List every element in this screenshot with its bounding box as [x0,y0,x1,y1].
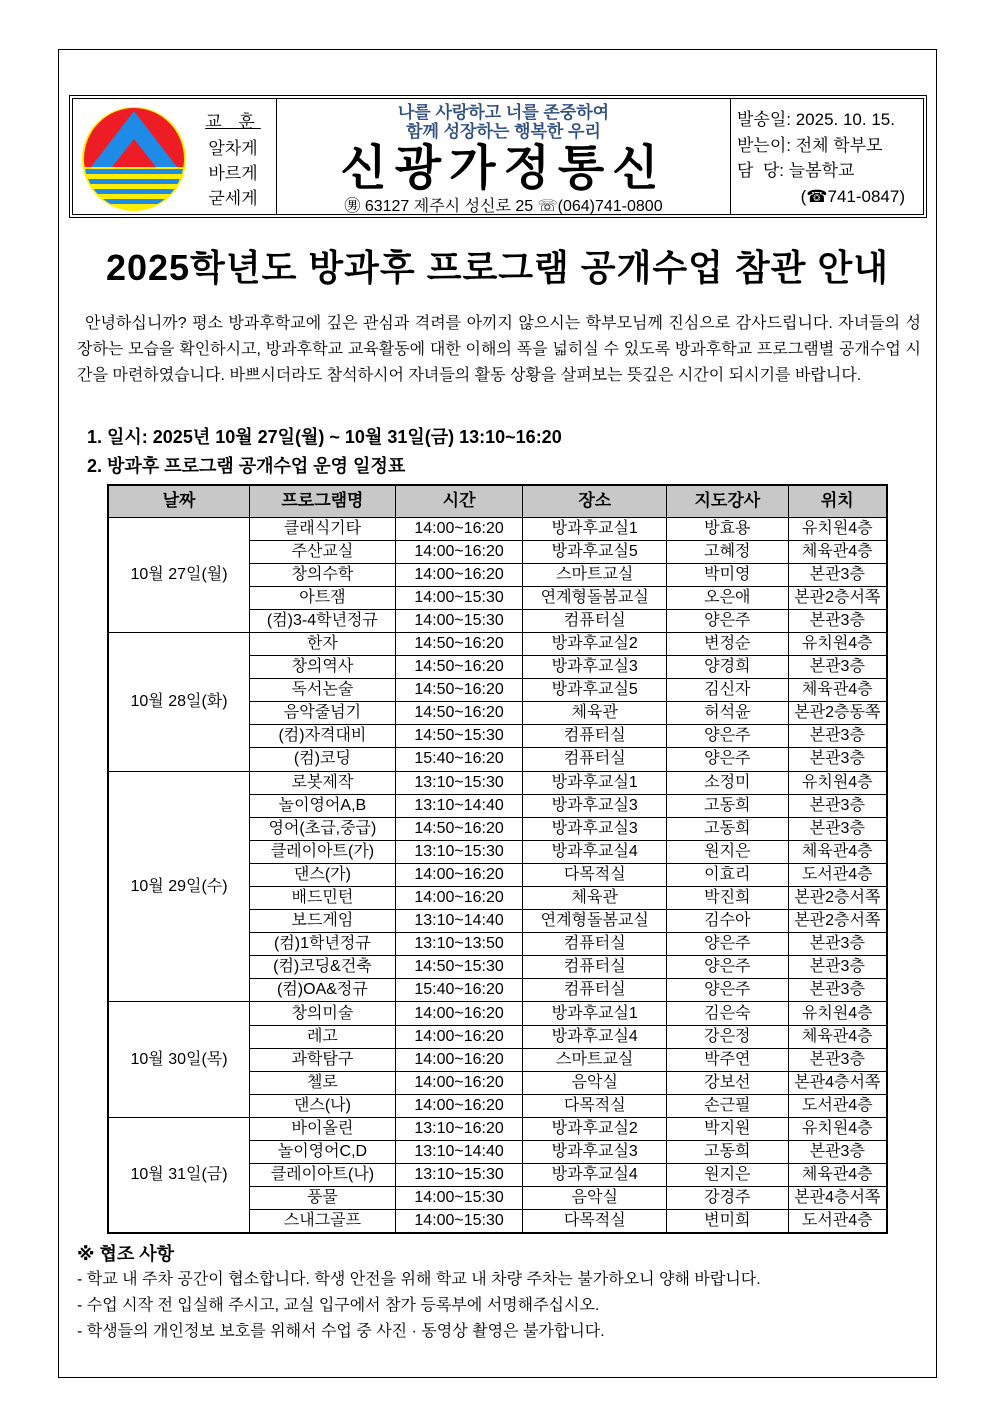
time-cell: 13:10~15:30 [395,1164,523,1187]
location-cell: 본관3층 [788,1141,887,1164]
location-cell: 본관3층 [788,609,887,632]
program-cell: 아트잼 [250,586,396,609]
contact-tel: (☎741-0847) [800,186,905,206]
time-cell: 14:50~16:20 [395,817,523,840]
motto-item: 알차게 [208,139,258,158]
table-header-row [108,485,887,517]
time-cell: 13:10~14:40 [395,794,523,817]
place-cell: 방과후교실2 [523,1117,667,1140]
instructor-cell: 양은주 [667,748,788,771]
letterhead-center [277,99,731,214]
slogan-line: 함께 성장하는 행복한 우리 [406,122,601,141]
instructor-cell: 김신자 [667,679,788,702]
place-cell: 방과후교실2 [523,632,667,655]
place-cell: 컴퓨터실 [523,725,667,748]
place-cell: 방과후교실5 [523,540,667,563]
slogan [277,103,730,141]
location-cell: 본관3층 [788,748,887,771]
school-address: ㊚ 63127 제주시 성신로 25 ☏(064)741-0800 [344,198,663,215]
instructor-cell: 박미영 [667,563,788,586]
time-cell: 14:50~16:20 [395,702,523,725]
place-cell: 음악실 [523,1071,667,1094]
place-cell: 컴퓨터실 [523,979,667,1002]
time-cell: 14:50~16:20 [395,656,523,679]
time-cell: 14:00~15:30 [395,1187,523,1210]
location-cell: 도서관4층 [788,1210,887,1233]
recipient: 받는이: 전체 학부모 [737,135,883,155]
location-cell: 본관3층 [788,956,887,979]
instructor-cell: 양은주 [667,979,788,1002]
instructor-cell: 오은애 [667,586,788,609]
place-cell: 체육관 [523,887,667,910]
place-cell: 스마트교실 [523,563,667,586]
program-cell: 첼로 [250,1071,396,1094]
place-cell: 음악실 [523,1187,667,1210]
place-cell: 방과후교실1 [523,1002,667,1025]
location-cell: 유치원4층 [788,1002,887,1025]
place-cell: 방과후교실4 [523,840,667,863]
motto-item: 굳세게 [208,189,258,208]
place-cell: 체육관 [523,702,667,725]
program-cell: 바이올린 [250,1117,396,1140]
instructor-cell: 손근필 [667,1094,788,1117]
program-cell: 한자 [250,632,396,655]
location-cell: 유치원4층 [788,632,887,655]
program-cell: 클레이아트(가) [250,840,396,863]
instructor-cell: 고동희 [667,817,788,840]
date-cell: 10월 31일(금) [108,1117,250,1232]
program-cell: 주산교실 [250,540,396,563]
table-row [108,771,887,794]
notes-title: ※ 협조 사항 [77,1244,175,1264]
program-cell: 스내그골프 [250,1210,396,1233]
program-cell: (컴)자격대비 [250,725,396,748]
time-cell: 14:00~16:20 [395,540,523,563]
program-cell: 창의역사 [250,656,396,679]
instructor-cell: 양은주 [667,933,788,956]
instructor-cell: 강경주 [667,1187,788,1210]
contact: 담 당: 늘봄학교 [737,161,855,180]
date-cell: 10월 29일(수) [108,771,250,1002]
location-cell: 본관4층서쪽 [788,1071,887,1094]
instructor-cell: 강은정 [667,1025,788,1048]
location-cell: 본관3층 [788,1048,887,1071]
time-cell: 14:00~15:30 [395,609,523,632]
instructor-cell: 박주연 [667,1048,788,1071]
location-cell: 체육관4층 [788,1025,887,1048]
note-item: - 수업 시작 전 입실해 주시고, 교실 입구에서 참가 등록부에 서명해주십시오. [77,1297,600,1314]
location-cell: 본관3층 [788,979,887,1002]
time-cell: 14:00~15:30 [395,1210,523,1233]
time-cell: 14:50~16:20 [395,632,523,655]
program-cell: 클레이아트(나) [250,1164,396,1187]
program-cell: 놀이영어C,D [250,1141,396,1164]
location-cell: 체육관4층 [788,679,887,702]
location-cell: 본관3층 [788,656,887,679]
instructor-cell: 원지은 [667,840,788,863]
instructor-cell: 방효용 [667,517,788,540]
section-schedule: 2. 방과후 프로그램 공개수업 운영 일정표 [87,456,406,476]
time-cell: 13:10~14:40 [395,1141,523,1164]
instructor-cell: 허석윤 [667,702,788,725]
location-cell: 도서관4층 [788,863,887,886]
time-cell: 14:00~16:20 [395,1048,523,1071]
instructor-cell: 이효리 [667,863,788,886]
instructor-cell: 고동희 [667,1141,788,1164]
time-cell: 14:00~16:20 [395,1094,523,1117]
instructor-cell: 박진희 [667,887,788,910]
location-cell: 본관3층 [788,563,887,586]
instructor-cell: 양경희 [667,656,788,679]
location-cell: 유치원4층 [788,1117,887,1140]
column-header: 프로그램명 [250,485,396,517]
location-cell: 본관3층 [788,725,887,748]
place-cell: 방과후교실3 [523,656,667,679]
location-cell: 유치원4층 [788,771,887,794]
place-cell: 컴퓨터실 [523,748,667,771]
time-cell: 14:50~16:20 [395,679,523,702]
instructor-cell: 고동희 [667,794,788,817]
column-header: 위치 [788,485,887,517]
program-cell: (컴)3-4학년정규 [250,609,396,632]
program-cell: 로봇제작 [250,771,396,794]
instructor-cell: 김수아 [667,910,788,933]
program-cell: (컴)OA&정규 [250,979,396,1002]
column-header: 장소 [523,485,667,517]
program-cell: (컴)코딩 [250,748,396,771]
time-cell: 14:00~16:20 [395,517,523,540]
place-cell: 컴퓨터실 [523,609,667,632]
location-cell: 체육관4층 [788,840,887,863]
program-cell: 클래식기타 [250,517,396,540]
instructor-cell: 변정순 [667,632,788,655]
time-cell: 14:00~16:20 [395,1002,523,1025]
time-cell: 15:40~16:20 [395,979,523,1002]
sent-date: 발송일: 2025. 10. 15. [737,110,895,129]
letterhead [69,95,927,218]
motto-title: 교 훈 [205,112,261,131]
instructor-cell: 양은주 [667,725,788,748]
instructor-cell: 변미희 [667,1210,788,1233]
column-header: 날짜 [108,485,250,517]
time-cell: 14:00~16:20 [395,1071,523,1094]
location-cell: 본관4층서쪽 [788,1187,887,1210]
location-cell: 도서관4층 [788,1094,887,1117]
instructor-cell: 양은주 [667,609,788,632]
note-item: - 학교 내 주차 공간이 협소합니다. 학생 안전을 위해 학교 내 차량 주차는 불가하오니 양해 바랍니다. [77,1271,761,1288]
date-cell: 10월 27일(월) [108,517,250,632]
time-cell: 15:40~16:20 [395,748,523,771]
notes [77,1241,761,1345]
location-cell: 본관3층 [788,817,887,840]
slogan-line: 나를 사랑하고 너를 존중하여 [397,103,610,122]
time-cell: 13:10~14:40 [395,910,523,933]
program-cell: 배드민턴 [250,887,396,910]
location-cell: 본관2층서쪽 [788,910,887,933]
place-cell: 스마트교실 [523,1048,667,1071]
place-cell: 연계형돌봄교실 [523,586,667,609]
place-cell: 연계형돌봄교실 [523,910,667,933]
location-cell: 체육관4층 [788,540,887,563]
intro-paragraph: 안녕하십니까? 평소 방과후학교에 깊은 관심과 격려를 아끼지 않으시는 학부모님께 진심으로 감사드립니다. 자녀들의 성장하는 모습을 확인하시고, 방과후학교 교육활동에 대한 이해의 폭을 넓히실 수 있도록 방과후학교 프로그램별 공개수업 시간을 마련하였습니다. 바쁘시더라도 참석하시어 자녀들의 활동 상황을 살펴보는 뜻깊은 시간이 되시기를 바랍니다. [77,315,921,384]
program-cell: 댄스(나) [250,1094,396,1117]
time-cell: 14:00~16:20 [395,887,523,910]
date-cell: 10월 30일(목) [108,1002,250,1117]
place-cell: 방과후교실1 [523,771,667,794]
time-cell: 14:00~15:30 [395,586,523,609]
date-cell: 10월 28일(화) [108,632,250,771]
place-cell: 다목적실 [523,1210,667,1233]
table-row [108,1002,887,1025]
column-header: 시간 [395,485,523,517]
program-cell: 과학탐구 [250,1048,396,1071]
time-cell: 13:10~15:30 [395,840,523,863]
program-cell: 댄스(가) [250,863,396,886]
school-logo-icon [81,107,187,211]
place-cell: 방과후교실3 [523,817,667,840]
place-cell: 방과후교실3 [523,794,667,817]
table-row [108,517,887,540]
time-cell: 13:10~13:50 [395,933,523,956]
letterhead-right [731,99,923,214]
program-cell: 레고 [250,1025,396,1048]
table-row [108,1117,887,1140]
instructor-cell: 강보선 [667,1071,788,1094]
location-cell: 본관3층 [788,933,887,956]
location-cell: 유치원4층 [788,517,887,540]
program-cell: 창의미술 [250,1002,396,1025]
location-cell: 본관2층서쪽 [788,887,887,910]
school-motto [203,109,263,211]
section-date: 1. 일시: 2025년 10월 27일(월) ~ 10월 31일(금) 13:10~16:20 [87,427,562,447]
program-cell: 놀이영어A,B [250,794,396,817]
location-cell: 본관2층동쪽 [788,702,887,725]
program-cell: (컴)1학년정규 [250,933,396,956]
time-cell: 14:00~16:20 [395,863,523,886]
newsletter-title: 신광가정통신 [340,142,667,195]
program-cell: (컴)코딩&건축 [250,956,396,979]
place-cell: 방과후교실5 [523,679,667,702]
document-title: 2025학년도 방과후 프로그램 공개수업 참관 안내 [105,247,890,288]
table-row [108,632,887,655]
note-item: - 학생들의 개인정보 보호를 위해서 수업 중 사진 · 동영상 촬영은 불가합니다. [77,1323,605,1340]
time-cell: 13:10~16:20 [395,1117,523,1140]
program-cell: 보드게임 [250,910,396,933]
place-cell: 다목적실 [523,863,667,886]
place-cell: 컴퓨터실 [523,956,667,979]
instructor-cell: 김은숙 [667,1002,788,1025]
newsletter-page [58,49,937,1378]
program-cell: 창의수학 [250,563,396,586]
column-header: 지도강사 [667,485,788,517]
place-cell: 방과후교실4 [523,1025,667,1048]
motto-item: 바르게 [208,164,258,183]
program-cell: 음악줄넘기 [250,702,396,725]
letterhead-left [73,99,277,214]
place-cell: 방과후교실4 [523,1164,667,1187]
location-cell: 본관3층 [788,794,887,817]
program-cell: 영어(초급,중급) [250,817,396,840]
location-cell: 체육관4층 [788,1164,887,1187]
instructor-cell: 원지은 [667,1164,788,1187]
time-cell: 14:50~15:30 [395,725,523,748]
schedule-table [107,484,888,1234]
place-cell: 다목적실 [523,1094,667,1117]
time-cell: 14:50~15:30 [395,956,523,979]
time-cell: 14:00~16:20 [395,1025,523,1048]
place-cell: 컴퓨터실 [523,933,667,956]
instructor-cell: 소정미 [667,771,788,794]
program-cell: 독서논술 [250,679,396,702]
location-cell: 본관2층서쪽 [788,586,887,609]
time-cell: 14:00~16:20 [395,563,523,586]
place-cell: 방과후교실3 [523,1141,667,1164]
time-cell: 13:10~15:30 [395,771,523,794]
instructor-cell: 박지원 [667,1117,788,1140]
instructor-cell: 고혜정 [667,540,788,563]
instructor-cell: 양은주 [667,956,788,979]
program-cell: 풍물 [250,1187,396,1210]
place-cell: 방과후교실1 [523,517,667,540]
